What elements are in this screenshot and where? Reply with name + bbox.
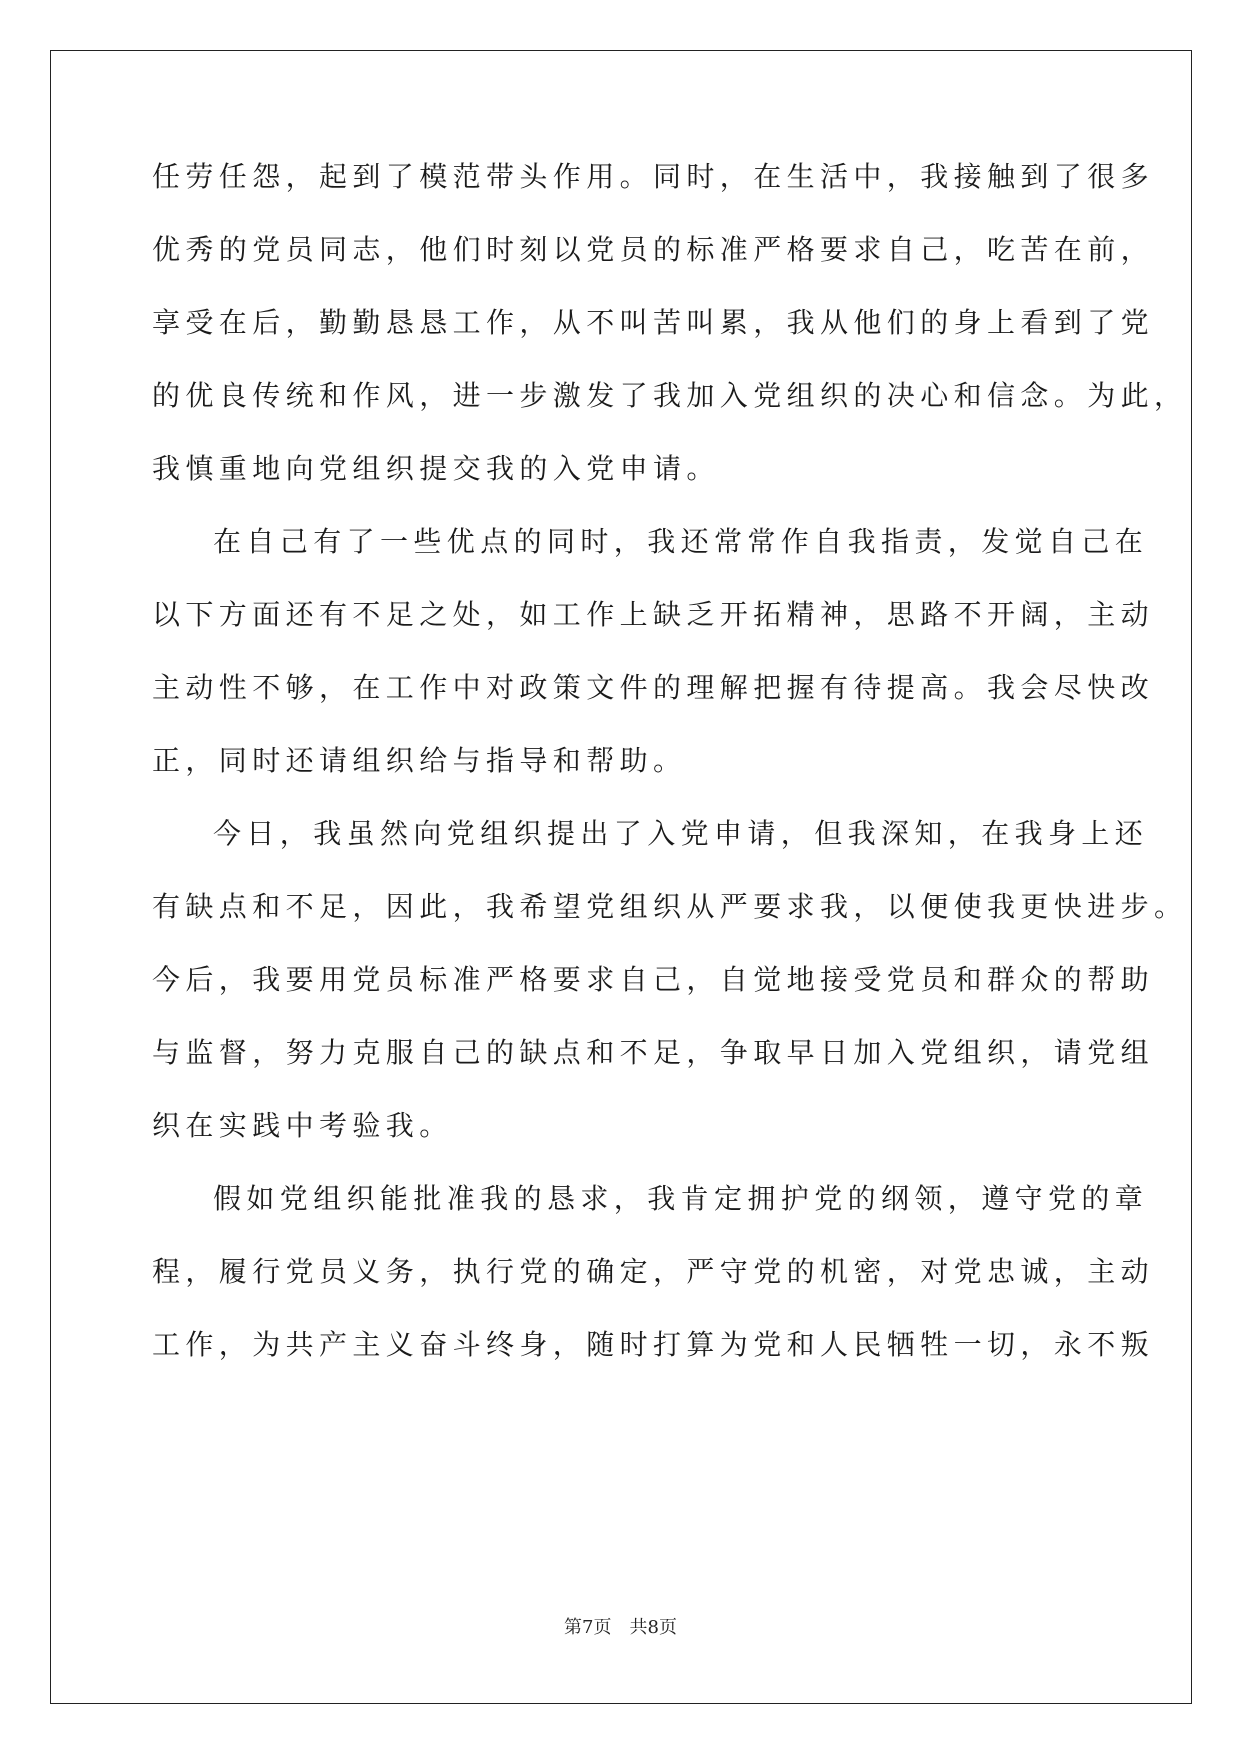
text-line: 优秀的党员同志，他们时刻以党员的标准严格要求自己，吃苦在前， [152, 233, 1155, 266]
text-line: 享受在后，勤勤恳恳工作，从不叫苦叫累，我从他们的身上看到了党 [152, 306, 1155, 339]
text-line: 与监督，努力克服自己的缺点和不足，争取早日加入党组织，请党组 [152, 1036, 1155, 1069]
page-number-footer: 第7页 共8页 [564, 1617, 677, 1638]
text-line: 我慎重地向党组织提交我的入党申请。 [152, 452, 720, 485]
text-line: 工作，为共产主义奋斗终身，随时打算为党和人民牺牲一切，永不叛 [152, 1328, 1155, 1361]
text-line: 有缺点和不足，因此，我希望党组织从严要求我，以便使我更快进步。 [152, 890, 1188, 923]
paragraph-first-line: 在自己有了一些优点的同时，我还常常作自我指责，发觉自己在 [213, 525, 1149, 558]
paragraph-first-line: 假如党组织能批准我的恳求，我肯定拥护党的纲领，遵守党的章 [213, 1182, 1149, 1215]
text-line: 以下方面还有不足之处，如工作上缺乏开拓精神，思路不开阔，主动 [152, 598, 1155, 631]
page-border [50, 50, 1192, 1704]
text-line: 任劳任怨，起到了模范带头作用。同时，在生活中，我接触到了很多 [152, 160, 1155, 193]
text-line: 织在实践中考验我。 [152, 1109, 453, 1142]
text-line: 今后，我要用党员标准严格要求自己，自觉地接受党员和群众的帮助 [152, 963, 1155, 996]
text-line: 主动性不够，在工作中对政策文件的理解把握有待提高。我会尽快改 [152, 671, 1155, 704]
text-line: 正，同时还请组织给与指导和帮助。 [152, 744, 687, 777]
paragraph-first-line: 今日，我虽然向党组织提出了入党申请，但我深知，在我身上还 [213, 817, 1149, 850]
text-line: 程，履行党员义务，执行党的确定，严守党的机密，对党忠诚，主动 [152, 1255, 1155, 1288]
text-line: 的优良传统和作风，进一步激发了我加入党组织的决心和信念。为此， [152, 379, 1188, 412]
